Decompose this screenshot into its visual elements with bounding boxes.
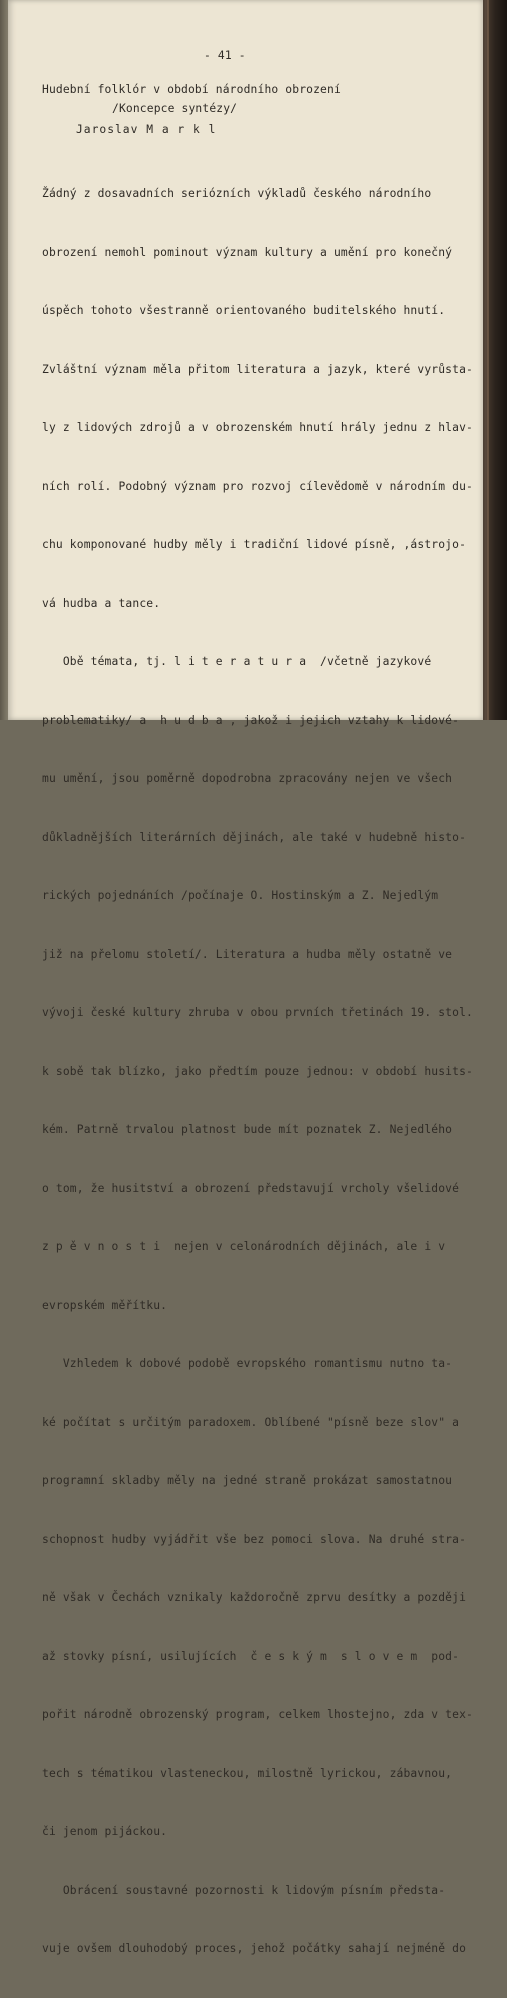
text-line: o tom, že husitství a obrození představují vrcholy všelidové [42,1181,460,1195]
text-line: rických pojednáních /počínaje O. Hostinským a Z. Nejedlým [42,889,439,902]
text-line: ně však v Čechách vznikaly každoročně zprvu desítky a později [42,1591,467,1604]
text-line: problematiky/ a h u d b a , jakož i jejich vztahy k lidové- [42,713,460,727]
text-line: Zvláštní význam měla přitom literatura a jazyk, které vyrůsta- [42,362,473,376]
text-line: úspěch tohoto všestranně orientovaného buditelského hnutí. [42,304,446,317]
text-line: důkladnějších literárních dějinách, ale také v hudebně histo- [42,830,467,844]
text-line: ly z lidových zdrojů a v obrozenském hnutí hrály jednu z hlav- [42,421,473,434]
text-line: ních rolí. Podobný význam pro rozvoj cílevědomě v národním du- [42,479,473,493]
text-line: či jenom pijáckou. [42,1825,168,1838]
text-line: Obrácení soustavné pozornosti k lidovým písním předsta- [42,1883,446,1897]
body-text [42,145,482,1998]
text-line: Vzhledem k dobové podobě evropského romantismu nutno ta- [42,1357,453,1370]
text-line: z p ě v n o s t i nejen v celonárodních dějinách, ale i v [42,1240,446,1253]
text-line: pořit národně obrozenský program, celkem lhostejno, zda v tex- [42,1708,473,1721]
text-line: vuje ovšem dlouhodobý proces, jehož počátky sahají nejméně do [42,1942,467,1955]
text-line: vývoji české kultury zhruba v obou prvních třetinách 19. stol. [42,1006,473,1019]
text-line: tech s tématikou vlasteneckou, milostně lyrickou, zábavnou, [42,1766,453,1780]
chapter-title: Hudební folklór v období národního obrození [42,83,341,96]
text-line: ké počítat s určitým paradoxem. Oblíbené "písně beze slov" a [42,1415,460,1429]
text-line: obrození nemohl pominout význam kultury a umění pro konečný [42,245,453,259]
text-line: chu komponované hudby měly i tradiční lidové písně, ,ástrojo- [42,538,467,551]
text-line: k sobě tak blízko, jako předtím pouze jednou: v období husits- [42,1064,473,1078]
text-line: kém. Patrně trvalou platnost bude mít poznatek Z. Nejedlého [42,1123,453,1136]
paper-sheet [8,0,483,1955]
text-line: vá hudba a tance. [42,596,161,610]
text-line: Žádný z dosavadních seriózních výkladů českého národního [42,187,432,200]
chapter-subtitle: /Koncepce syntézy/ [112,102,238,115]
author-name: Jaroslav M a r k l [76,123,217,136]
text-line: mu umění, jsou poměrně dopodrobna zpracovány nejen ve všech [42,772,453,785]
book-binding [483,0,507,720]
text-line: schopnost hudby vyjádřit vše bez pomoci slova. Na druhé stra- [42,1532,467,1546]
page-number: - 41 - [204,49,246,62]
text-line: až stovky písní, usilujících č e s k ý m s l o v e m pod- [42,1649,460,1663]
text-line: programní skladby měly na jedné straně prokázat samostatnou [42,1474,453,1487]
text-line: Obě témata, tj. l i t e r a t u r a /včetně jazykové [42,655,432,668]
text-line: již na přelomu století/. Literatura a hudba měly ostatně ve [42,947,453,961]
text-line: evropském měřítku. [42,1298,168,1312]
